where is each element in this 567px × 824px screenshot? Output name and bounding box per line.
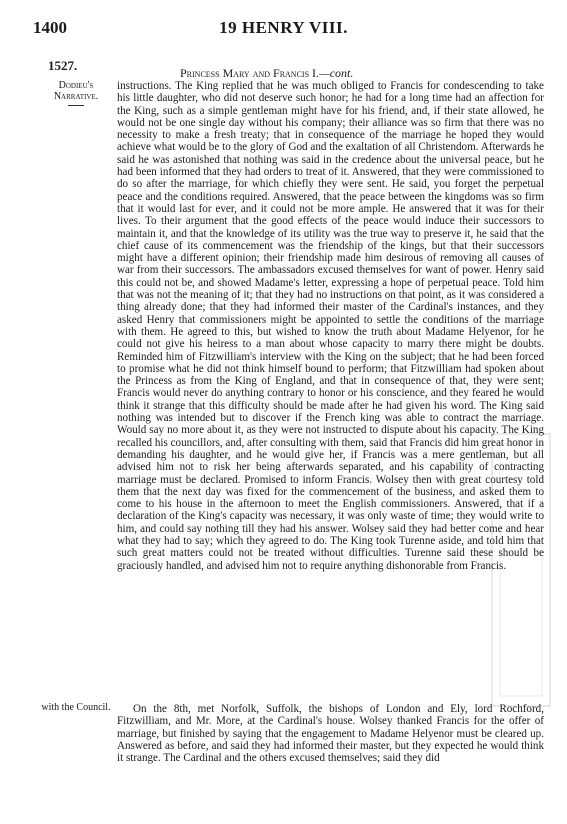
running-title: 19 HENRY VIII. xyxy=(219,18,348,37)
body-paragraph-1: instructions. The King replied that he was much obliged to Francis for condescending to take his little daughter, who did not deserve such honor; he had for a long time had an affection for the King, such as a simple gentleman might have for his friend, and, if their state allowed, he would not be one single day without his company; their alliance was so firm that there was no necessity to make a fresh treaty; that in consequence of the marriage he hoped they would achieve what would be to the glory of God and the exaltation of all Christendom. Afterwards he said he was astonished that nothing was said in the credence about the universal peace, but he had been informed that they had orders to treat of it. Answered, that they were commissioned to do so after the marriage, for which chiefly they were sent. He said, you forget the perpetual peace and the conditions required. Answered, that the peace between the kingdoms was so firm that it would last for ever, and it could not be more ample. He answered that it was for their lives. To their argument that the good effects of the peace would induce their successors to maintain it, and that the knowledge of its utility was the true way to preserve it, he said that the chief cause of its commencement was the friendship of the kings, but that their successors might have a different opinion; their friendship made him desirous of removing all causes of war from their successors. The ambassadors excused themselves for want of power. Henry said this could not be, and showed Madame's letter, expressing a hope of perpetual peace. Told him that was not the meaning of it; that they had no instructions on that point, as it was considered a thing already done; that they had informed their master of the Cardinal's instances, and they asked Henry that commissioners might be appointed to settle the conditions of the marriage with them. He agreed to this, but wished to know the truth about Madame Helyenor, for he could not give his heiress to a man about whose capacity to marry there might be doubts. Reminded him of Fitzwilliam's interview with the King on the subject; that he had been forced to promise what he did not think himself bound to perform; that Fitzwilliam had spoken about the Princess as from the King of England, and that in consequence of that, they were sent; Francis would never do anything contrary to honor or his conscience, and they feared he would think it strange that this difficulty should be made after he had given his word. The King said nothing was intended but to discover if the French king was able to contract the marriage. Would say no more about it, as they were not instructed to dispute about his capacity. The King recalled his councillors, and, after consulting with them, said that Francis did him great honor in demanding his daughter, and he would give her, if Francis was a mere gentleman, but all advised him not to risk her being afterwards separated, and his capability of contracting marriage must be declared. Promised to inform Francis. Wolsey then with great courtesy told them that the next day was fixed for the commencement of the business, and asked them to come to his house in the afternoon to meet the English commissioners. Answered, that if a declaration of the King's capacity was necessary, it was only waste of time; they would write to him, and could say nothing till they had his answer. Wolsey said they had better come and hear what they had to say; which they agreed to do. The King took Turenne aside, and told him that such great matters could not be treated without difficulties. Turenne said these should be graciously handled, and advised him not to require anything dishonorable from Francis. xyxy=(117,80,545,572)
body-paragraph-2: On the 8th, met Norfolk, Suffolk, the bishops of London and Ely, lord Rochford, Fitzwilliam, and Mr. More, at the Cardinal's house. Wolsey thanked Francis for the offer of marriage, but finished by saying that the engagement to Madame Helyenor must be cleared up. Answered as before, and said they had informed their master, but they expected he would think it strange. The Cardinal and the others excused themselves; said they did xyxy=(117,703,544,765)
margin-note-council: with the Council. xyxy=(41,702,111,713)
library-stamp-watermark xyxy=(488,430,554,710)
section-heading xyxy=(180,66,353,81)
year-marker: 1527. xyxy=(48,58,78,73)
margin-note-narrative-text: Dodieu's Narrative. xyxy=(53,80,99,102)
section-title: Princess Mary and Francis I. xyxy=(180,66,320,80)
page-number: 1400 xyxy=(33,18,67,37)
section-cont: —cont. xyxy=(319,66,354,80)
margin-note-rule xyxy=(68,105,84,106)
margin-note-narrative xyxy=(40,80,112,106)
